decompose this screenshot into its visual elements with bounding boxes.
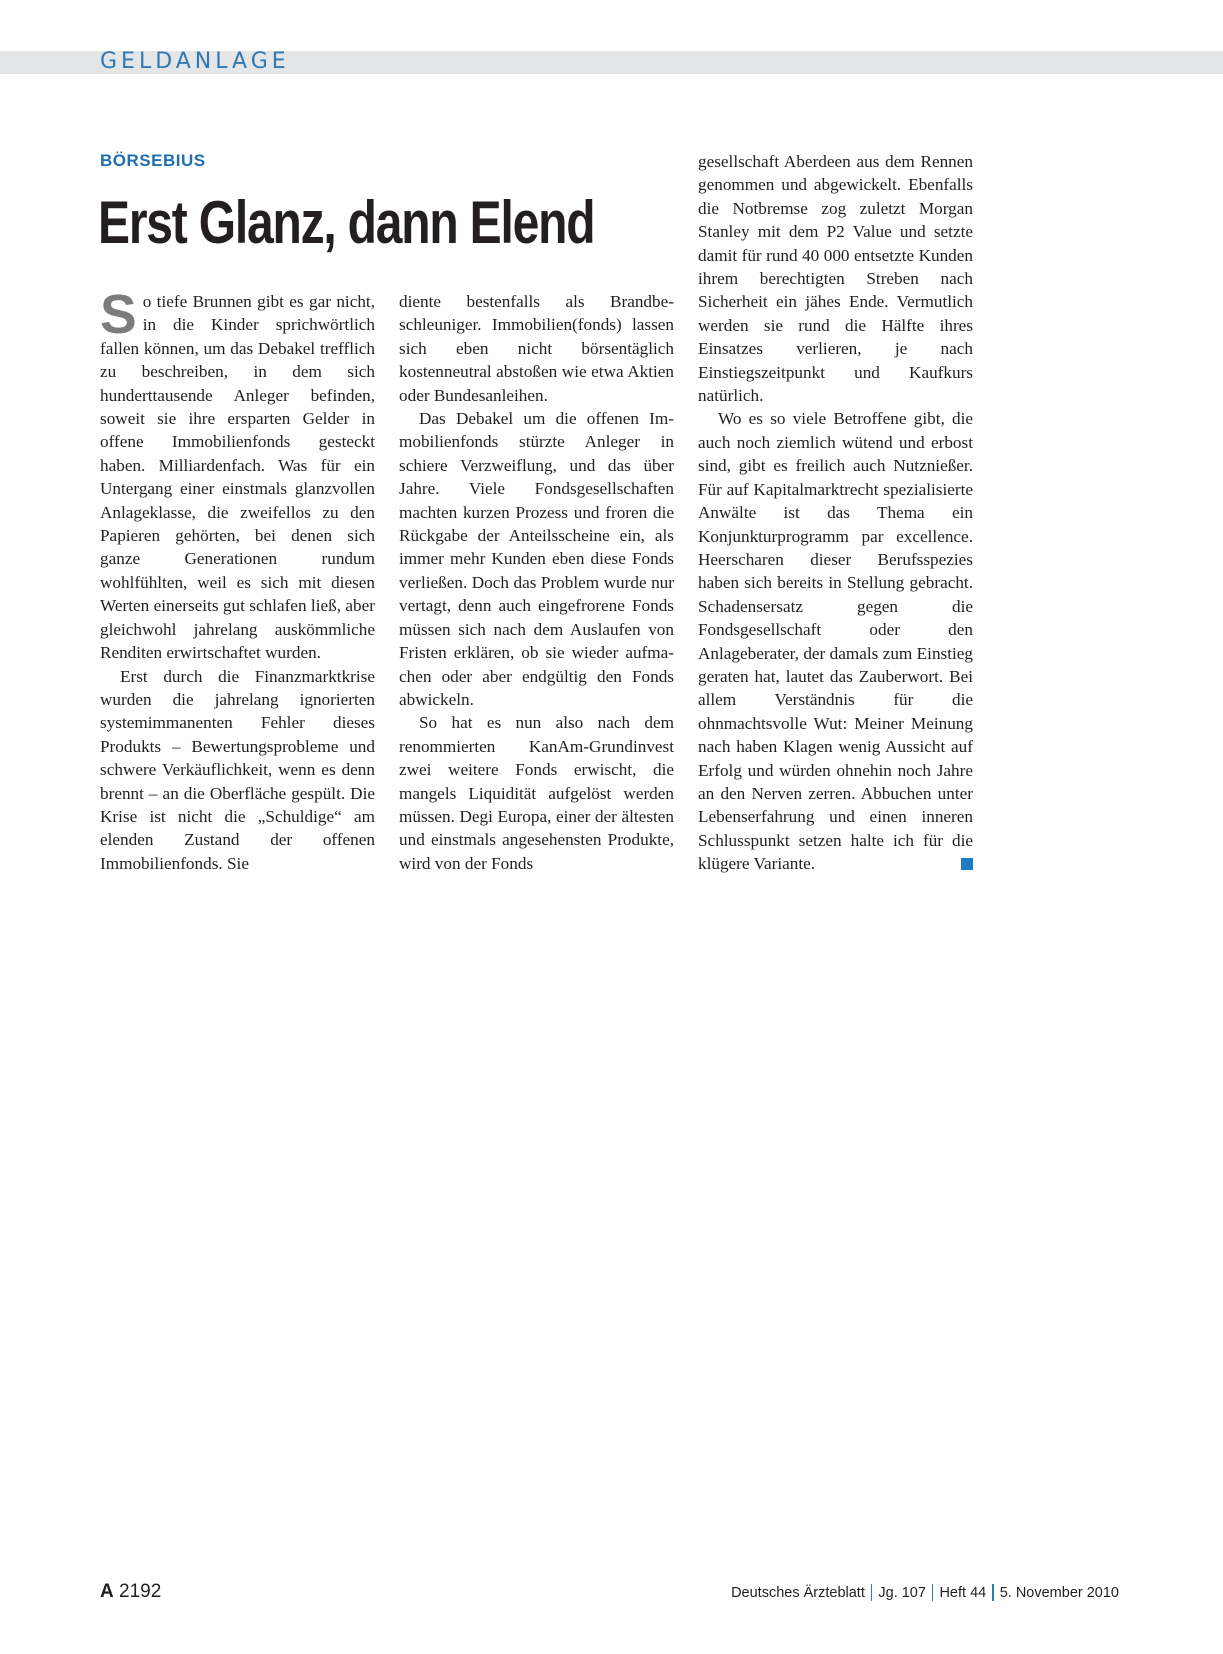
journal-name: Deutsches Ärzteblatt (731, 1584, 865, 1601)
article-column-3 (698, 150, 973, 876)
journal-footer (731, 1584, 1119, 1601)
page-number-value: 2192 (119, 1581, 162, 1602)
journal-volume: Jg. 107 (878, 1584, 926, 1601)
page-number (100, 1581, 161, 1603)
page-prefix: A (100, 1581, 114, 1602)
footer-separator (932, 1584, 934, 1601)
article-column-2 (399, 290, 674, 875)
end-mark-square-icon (961, 858, 973, 870)
paragraph: So hat es nun also nach dem renommierten KanAm-Grundinvest zwei weitere Fonds erwischt, die mangels Liquidität aufgelöst werden müssen. Degi Europa, einer der ältesten und einstmals angesehensten Produkte, wird von der Fonds (399, 713, 674, 873)
paragraph-text: Wo es so viele Betroffene gibt, die auch noch ziemlich wütend und erbost sind, gibt es freilich auch Nutznießer. Für auf Kapitalmarktrecht spezialisierte Anwälte ist das Thema ein Konjunkturprogramm par excellence. Heerscharen dieser Berufsspezies haben sich bereits in Stellung gebracht. Schadensersatz gegen die Fondsgesellschaft oder den Anlageberater, der damals zum Einstieg geraten hat, lautet das Zauberwort. Bei allem Verständnis für die ohnmachtsvolle Wut: Meiner Meinung nach haben Klagen wenig Aussicht auf Erfolg und würden ohnehin noch Jahre an den Nerven zerren. Abbuchen unter Lebenserfahrung und einen inneren Schlusspunkt setzen halte ich für die klügere Variante. (698, 409, 973, 874)
paragraph-text: o tiefe Brunnen gibt es gar nicht, in die Kinder sprichwörtlich fallen können, um das Debakel trefflich zu beschreiben, in dem sich hunderttausende Anleger befinden, soweit sie ihre ersparten Gelder in offene Immobilienfonds gesteckt haben. Milliardenfach. Was für ein Untergang einer einstmals glanzvollen Anlageklasse, die zweifellos zu den Papieren gehörten, bei denen sich ganze Generationen rundum wohlfühlten, weil es sich mit diesen Werten einerseits gut schlafen ließ, aber gleichwohl jahrelang auskömmliche Renditen erwirtschaftet wurden. (100, 292, 375, 663)
paragraph: diente bestenfalls als Brandbeschleuniger. Immobilien(fonds) lassen sich eben nicht börsentäglich kostenneutral abstoßen wie etwa Aktien oder Bundesanleihen. (399, 292, 674, 405)
section-label: GELDANLAGE (100, 49, 290, 74)
drop-cap: S (100, 283, 137, 345)
paragraph (698, 407, 973, 875)
journal-date: 5. November 2010 (999, 1584, 1119, 1601)
footer-separator (992, 1584, 994, 1601)
article-column-1 (100, 283, 375, 875)
article-kicker: BÖRSEBIUS (100, 151, 206, 170)
footer-separator (871, 1584, 873, 1601)
paragraph: Erst durch die Finanzmarktkrise wurden die jahrelang ignorierten systemimmanenten Fehler dieses Produkts – Bewertungsprobleme und schwere Verkäuflichkeit, wenn es denn brennt – an die Oberfläche gespült. Die Krise ist nicht die „Schuldige“ am elenden Zustand der offenen Immobilienfonds. Sie (100, 666, 375, 873)
article-title: Erst Glanz, dann Elend (98, 189, 595, 256)
paragraph (100, 283, 375, 665)
paragraph: gesellschaft Aberdeen aus dem Rennen genommen und abgewickelt. Ebenfalls die Notbremse zog zuletzt Morgan Stanley mit dem P2 Value und setzte damit für rund 40 000 entsetzte Kunden ihrem berechtigten Streben nach Sicherheit ein jähes Ende. Vermutlich werden sie rund die Hälfte ihres Einsatzes verlieren, je nach Einstiegszeitpunkt und Kaufkurs natürlich. (698, 152, 973, 406)
paragraph: Das Debakel um die offenen Immobilienfonds stürzte Anleger in schiere Verzweiflung, und das über Jahre. Viele Fondsgesellschaften machten kurzen Prozess und froren die Rückgabe der Anteilsscheine ein, als immer mehr Kunden eben diese Fonds verließen. Doch das Problem wurde nur vertagt, denn auch eingefrorene Fonds müssen sich nach dem Auslaufen von Fristen erklären, ob sie wieder aufmachen oder aber endgültig den Fonds abwickeln. (399, 409, 674, 709)
journal-issue: Heft 44 (939, 1584, 987, 1601)
